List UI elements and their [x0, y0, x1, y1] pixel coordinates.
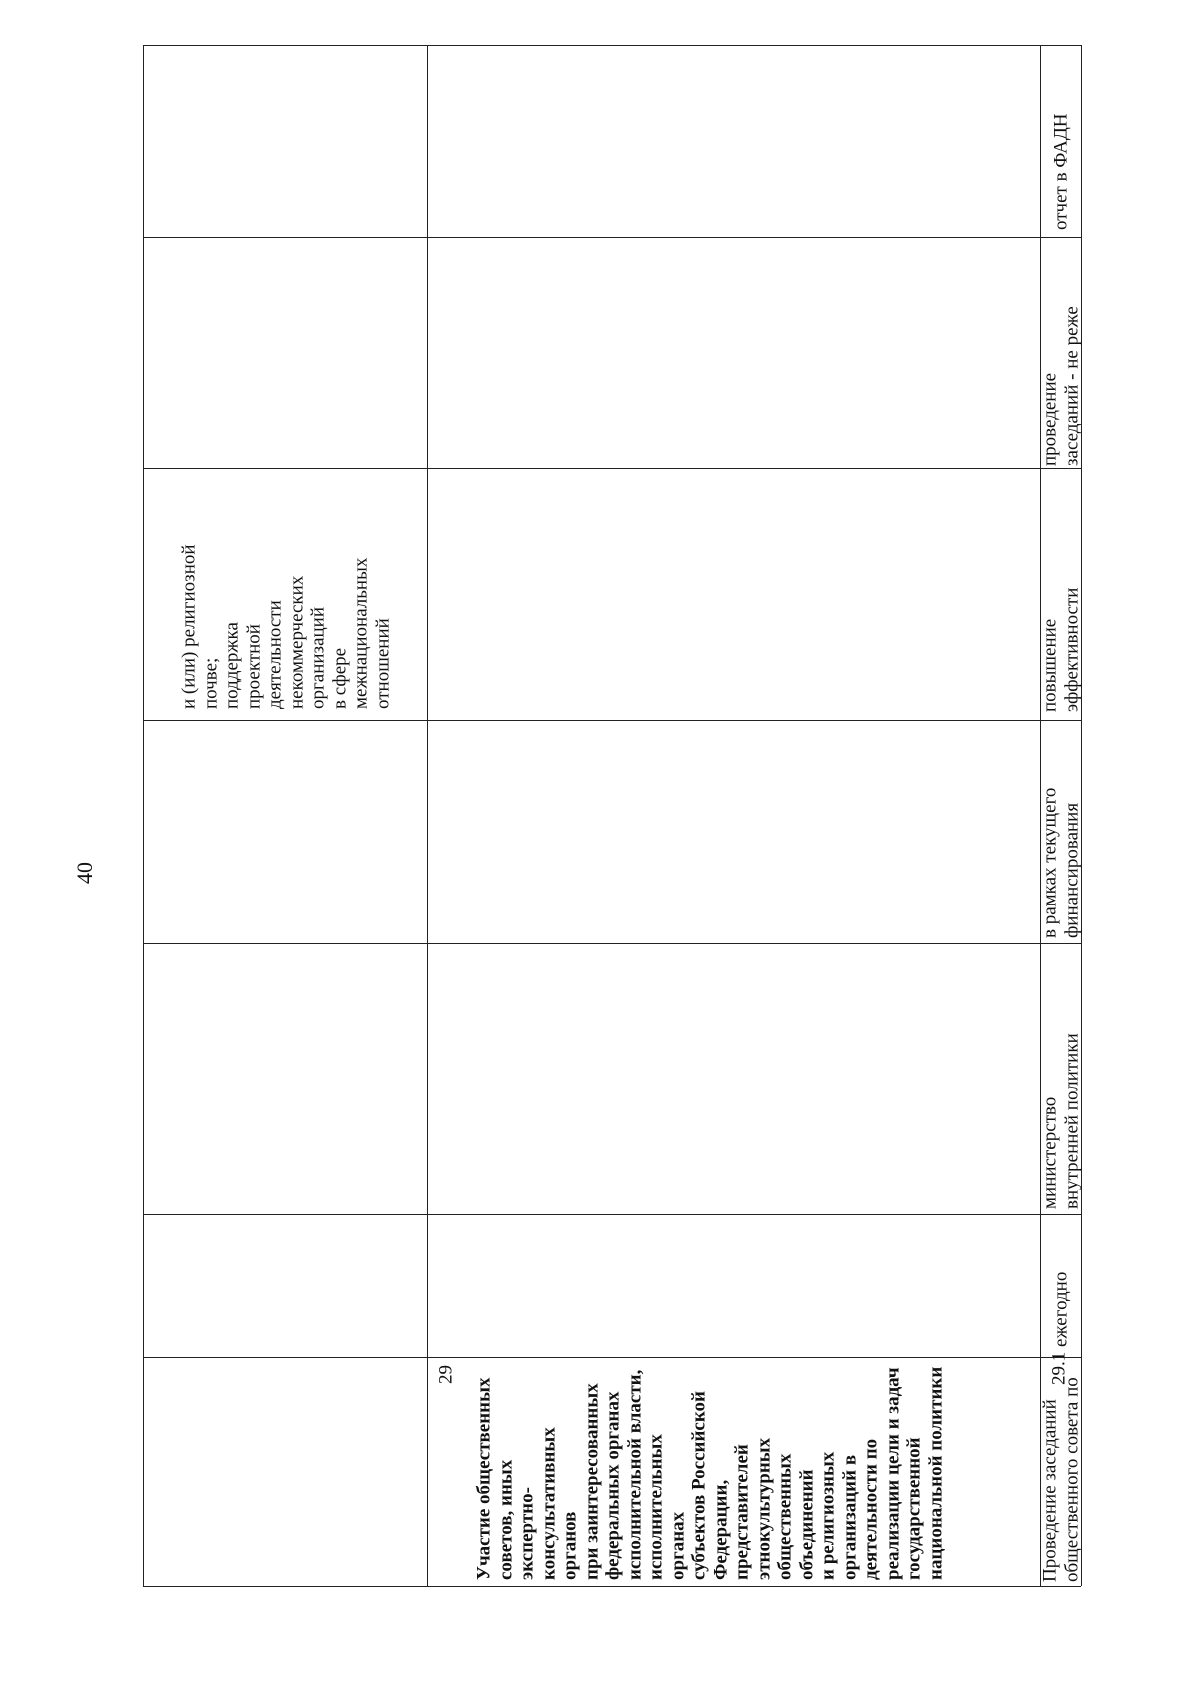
cell-line-5	[143, 1214, 1081, 1215]
row-line-29-1-start	[143, 1586, 1081, 1587]
cell-line-2	[143, 468, 1081, 469]
row-29-title: Участие общественных советов, иных экспертно- консультативных органов при заинтересованных федеральных органах исполнительной власти, исполнительных органах субъектов Российской Федерации, представителей этнокультурных общественных объединений и религиозных организаций в деятельности по реализации цели и задач государственной национальной политики	[473, 1366, 946, 1580]
row-29-1-goal: повышение эффективности	[1039, 587, 1082, 712]
row-29-1-executor: министерство внутренней политики	[1039, 1033, 1082, 1209]
cell-line-1	[143, 237, 1081, 238]
col-line-1	[143, 45, 144, 1586]
cell-line-3	[143, 720, 1081, 721]
row-29-1-title: Проведение заседаний общественного совета по	[1039, 1377, 1082, 1582]
cell-line-4	[143, 943, 1081, 944]
row-29-1-report: отчет в ФАДН	[1050, 113, 1072, 230]
col-line-2	[427, 45, 428, 1586]
row-29-1-number: 29.1	[1048, 1351, 1070, 1385]
page-number: 40	[72, 862, 97, 884]
row-29-1-funding: в рамках текущего финансирования	[1039, 787, 1082, 938]
row-29-1-indicator: проведение заседаний - не реже	[1039, 306, 1082, 466]
row-29-1-period: ежегодно	[1050, 1271, 1072, 1347]
row-line-top	[143, 45, 1081, 46]
cell-goal-continued: и (или) религиозной почве; поддержка проектной деятельности некоммерческих организаций в сфере межнациональных отношений	[178, 544, 393, 709]
row-29-number: 29	[435, 1365, 457, 1384]
